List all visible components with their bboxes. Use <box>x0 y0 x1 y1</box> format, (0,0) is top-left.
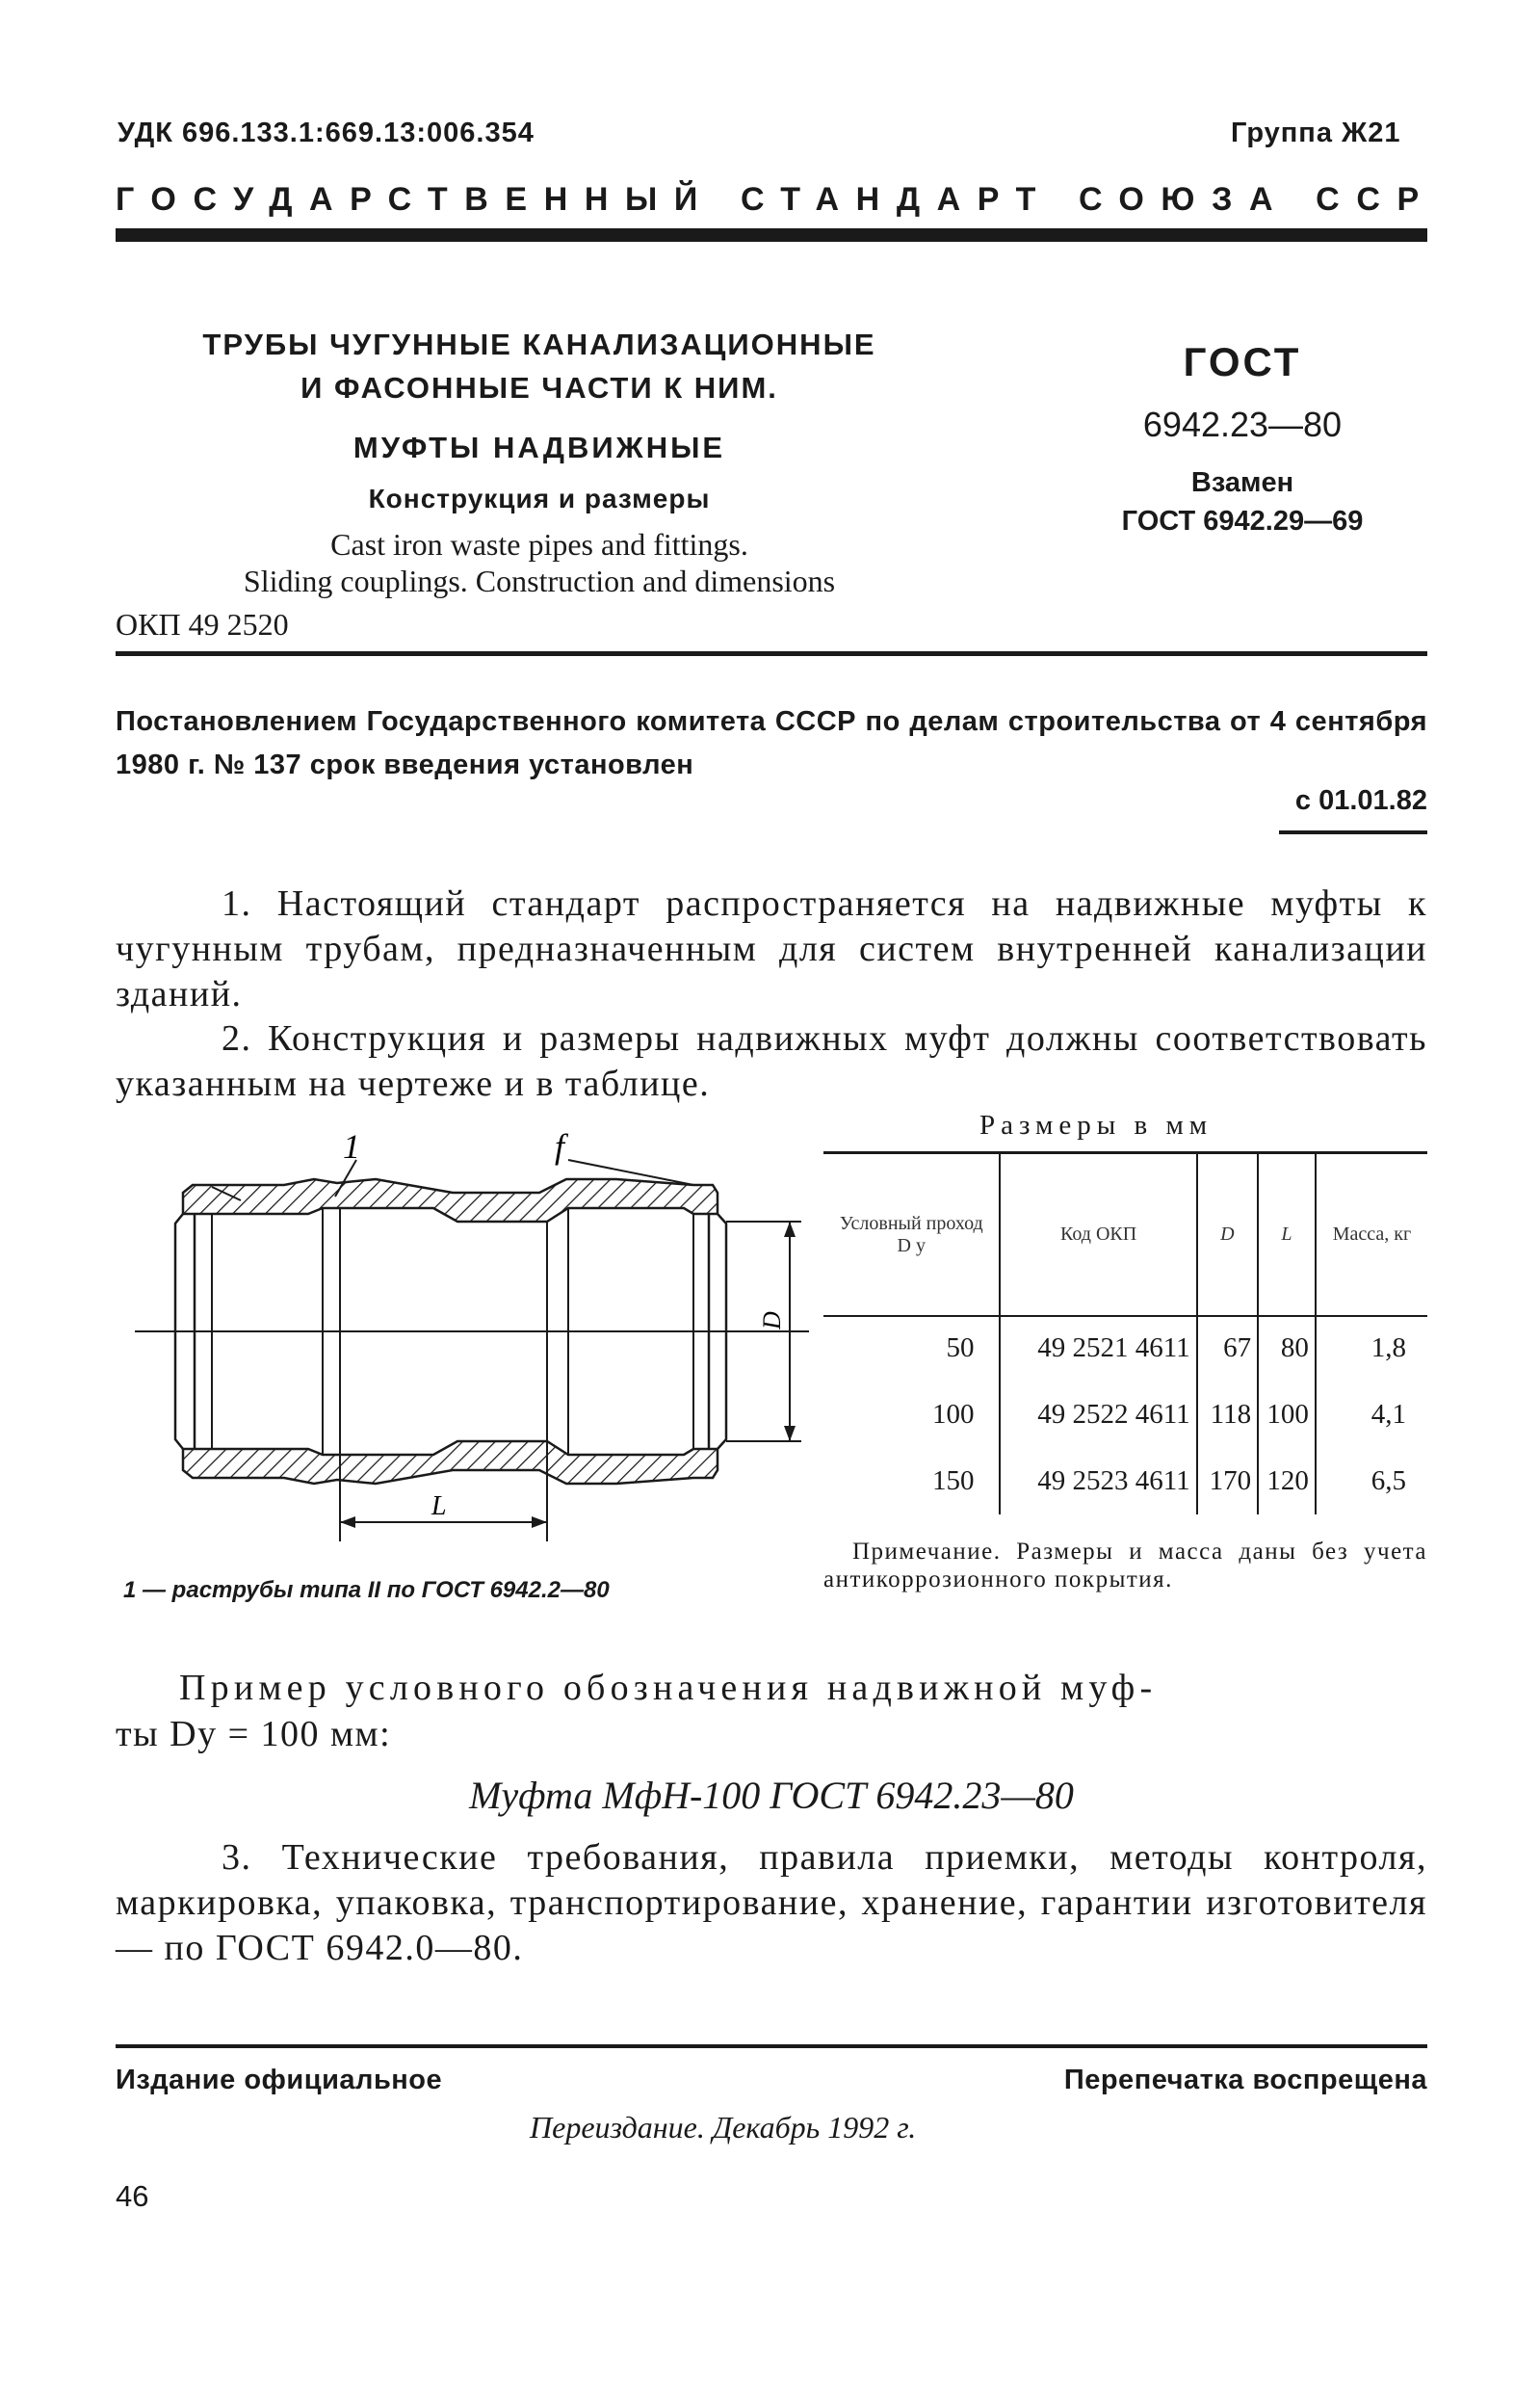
col-header-L: L <box>1258 1154 1316 1315</box>
cell-okp-code: 49 2521 4611 <box>1000 1315 1196 1382</box>
cell-L: 80 <box>1258 1315 1316 1382</box>
paragraph-3: 3. Технические требования, правила приемки, методы контроля, маркировка, упаковка, транспортирование, хранение, гарантии изготовителя — по ГОСТ 6942.0—80. <box>116 1837 1427 1968</box>
gost-number: 6942.23—80 <box>1142 405 1343 444</box>
top-wall <box>183 1179 718 1222</box>
cell-mass: 1,8 <box>1316 1315 1427 1382</box>
replaces-label: Взамен <box>1190 467 1294 498</box>
header-thick-rule <box>116 228 1427 242</box>
table-note: Примечание. Размеры и масса даны без учета антикоррозионного покрытия. <box>823 1539 1427 1592</box>
cell-mass: 6,5 <box>1316 1448 1427 1514</box>
drawing-caption: 1 — раструбы типа II по ГОСТ 6942.2—80 <box>123 1577 610 1603</box>
table-caption: Размеры в мм <box>979 1110 1214 1141</box>
paragraph-2: 2. Конструкция и размеры надвижных муфт должны соответствовать указанным на чертеже и в таблице. <box>116 1018 1427 1104</box>
title-line-1: ТРУБЫ ЧУГУННЫЕ КАНАЛИЗАЦИОННЫЕ <box>202 328 876 361</box>
marker-f: f <box>555 1127 565 1166</box>
cell-nominal-bore: 150 <box>931 1465 975 1496</box>
cell-mass: 4,1 <box>1316 1382 1427 1448</box>
cell-D: 118 <box>1197 1382 1258 1448</box>
standard-banner: ГОСУДАРСТВЕННЫЙ СТАНДАРТ СОЮЗА ССР <box>116 181 1436 218</box>
gost-label: ГОСТ <box>1183 339 1302 384</box>
dimension-D-label: D <box>758 1311 786 1329</box>
title-line-3: МУФТЫ НАДВИЖНЫЕ <box>352 431 726 464</box>
cell-L: 100 <box>1258 1382 1316 1448</box>
title-line-4: Конструкция и размеры <box>368 484 711 513</box>
okp-code: ОКП 49 2520 <box>116 607 289 642</box>
example-intro-line-2: ты Dу = 100 мм: <box>116 1714 392 1754</box>
cell-D: 170 <box>1197 1448 1258 1514</box>
cell-nominal-bore: 100 <box>931 1399 975 1430</box>
group-code: Группа Ж21 <box>1231 118 1401 148</box>
replaces-value: ГОСТ 6942.29—69 <box>1121 506 1364 537</box>
official-edition: Издание официальное <box>116 2065 443 2095</box>
marker-1: 1 <box>343 1127 360 1166</box>
english-title-1: Cast iron waste pipes and fittings. <box>330 527 748 562</box>
udk-code: УДК 696.133.1:669.13:006.354 <box>117 118 535 148</box>
example-intro-line-1: Пример условного обозначения надвижной муф- <box>179 1668 1158 1708</box>
english-title-2: Sliding couplings. Construction and dimensions <box>243 564 836 598</box>
example-designation: Муфта МфН-100 ГОСТ 6942.23—80 <box>469 1774 1074 1817</box>
table-row <box>823 1382 1427 1448</box>
cell-D: 67 <box>1197 1315 1258 1382</box>
col-header-okp-code: Код ОКП <box>1000 1154 1196 1315</box>
decree-date: с 01.01.82 <box>1294 785 1427 816</box>
cell-nominal-bore: 50 <box>946 1332 975 1363</box>
dimensions-table <box>823 1154 1427 1514</box>
paragraph-1: 1. Настоящий стандарт распространяется на надвижные муфты к чугунным трубам, предназначенным для систем внутренней канализации зданий. <box>116 883 1427 1014</box>
col-header-D: D <box>1197 1154 1258 1315</box>
title-bottom-rule <box>116 651 1427 656</box>
reprint-prohibited: Перепечатка воспрещена <box>1063 2065 1427 2095</box>
table-row <box>823 1448 1427 1514</box>
cell-L: 120 <box>1258 1448 1316 1514</box>
bottom-wall <box>183 1441 718 1484</box>
cell-okp-code: 49 2522 4611 <box>1000 1382 1196 1448</box>
col-header-mass: Масса, кг <box>1316 1154 1427 1315</box>
cell-okp-code: 49 2523 4611 <box>1000 1448 1196 1514</box>
reissue-note: Переиздание. Декабрь 1992 г. <box>530 2110 917 2145</box>
coupling-drawing <box>116 1118 828 1561</box>
decree-text: Постановлением Государственного комитета СССР по делам строительства от 4 сентября 1980 г. № 137 срок введения установлен <box>116 706 1427 780</box>
table-row <box>823 1315 1427 1382</box>
decree-date-underline <box>1279 830 1427 834</box>
page-number: 46 <box>116 2179 149 2213</box>
title-line-2: И ФАСОННЫЕ ЧАСТИ К НИМ. <box>300 371 778 405</box>
col-header-nominal-bore: Условный проход D у <box>839 1212 983 1256</box>
footer-rule <box>116 2044 1427 2048</box>
dimension-L-label: L <box>431 1491 447 1521</box>
